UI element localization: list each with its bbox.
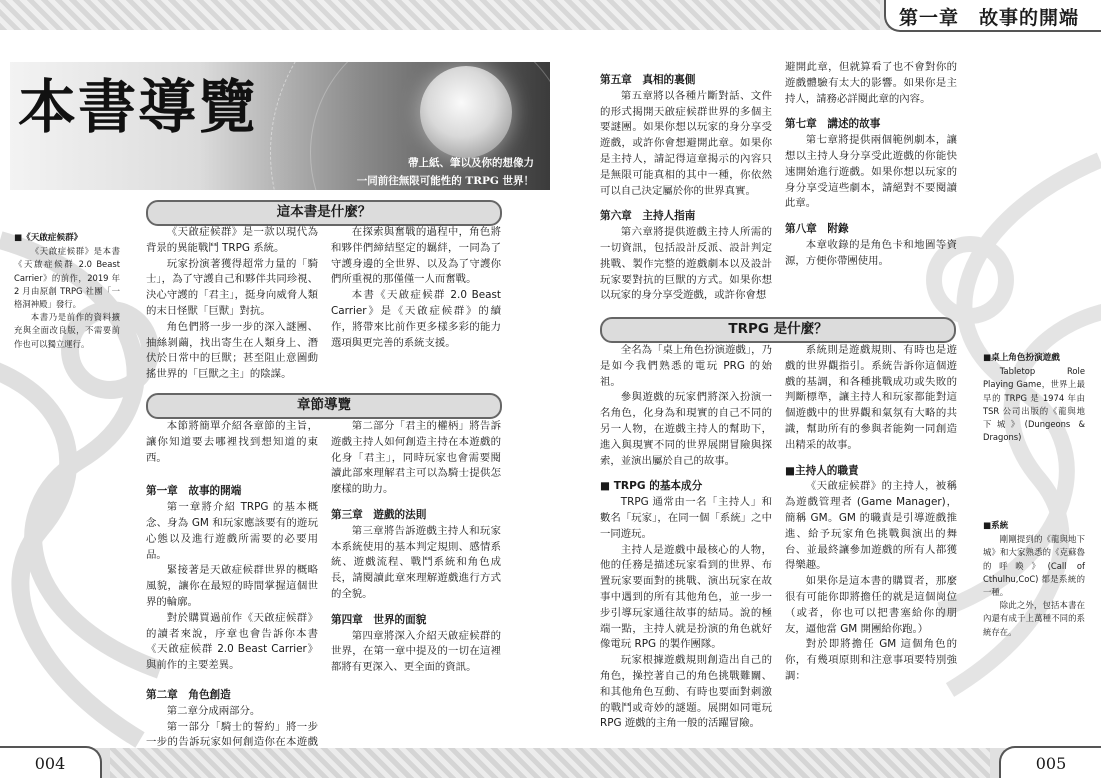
body-paragraph: 第六章將提供遊戲主持人所需的一切資訊，包括設計反派、設計判定挑戰、製作完整的遊戲劇本以及設計玩家要對抗的巨獸的方式。如果你想以玩家的身分享受遊戲，或許你會想: [600, 226, 772, 302]
body-paragraph: 系統則是遊戲規則、有時也是遊戲的世界觀指引。系統告訴你這個遊戲的基調，和各種挑戰成功或失敗的判斷標準，讓主持人和玩家都能對這個遊戲中的世界觀和氣氛有大略的共識，幫助所有的參與者能夠一同創造出精采的故事。: [785, 344, 957, 451]
chapter-heading: 第三章 遊戲的法則: [331, 508, 427, 521]
chapter-tab: [884, 0, 1101, 32]
subsection-heading: ■ TRPG 的基本成分: [600, 480, 703, 493]
body-paragraph: 本書《天啟症候群 2.0 Beast Carrier》是《天啟症候群》的續作，將帶來比前作更多樣多彩的能力選項與更完善的系統支援。: [331, 289, 501, 349]
chapter-heading: 第二章 角色創造: [146, 688, 231, 701]
body-paragraph: 全名為「桌上角色扮演遊戲」，乃是如今我們熟悉的電玩 PRG 的始祖。: [600, 344, 772, 388]
sidebar-paragraph: 《天啟症候群》是本書《天啟症候群 2.0 Beast Carrier》的前作，2019 年 2 月由原創 TRPG 社團「一格洞神殿」發行。: [14, 246, 120, 310]
body-paragraph: 第一章將介紹 TRPG 的基本概念、身為 GM 和玩家應該要有的遊玩心態以及進行遊戲所需要的必要用品。: [146, 501, 318, 561]
chapter-heading: 第一章 故事的開端: [146, 485, 242, 498]
what-book-column-1: [146, 225, 318, 383]
chapter-guide-column-2: [331, 419, 501, 676]
banner-subtitle-line2: 一同前往無限可能性的 TRPG 世界！: [356, 175, 534, 187]
sidebar-paragraph: 除此之外，包括本書在內還有成千上萬種不同的系統存在。: [983, 600, 1085, 637]
what-book-column-2: [331, 225, 501, 351]
banner-subtitle-line1: 帶上紙、筆以及你的想像力: [408, 157, 534, 169]
body-paragraph: 如果你是這本書的購買者，那麼很有可能你即將擔任的就是這個崗位（或者，你也可以把書塞給你的朋友，逼他當 GM 開團給你跑。）: [785, 575, 957, 635]
chapter-heading: 第六章 主持人指南: [600, 210, 696, 223]
header-pattern: [0, 0, 880, 30]
chapter-heading: 第四章 世界的面貌: [331, 613, 427, 626]
chapter-title: 第一章 故事的開端: [898, 7, 1079, 29]
sidebar-note-left: [14, 232, 120, 351]
body-paragraph: 第七章將提供兩個範例劇本，讓想以主持人身分享受此遊戲的你能快速開始進行遊戲。如果你想以玩家的身分享受這些劇本，請絕對不要閱讀此章。: [785, 134, 957, 210]
section-heading-what-trpg: TRPG 是什麼？: [600, 317, 956, 343]
body-paragraph: 玩家根據遊戲規則創造出自己的角色，操控著自己的角色挑戰難關、和其他角色互動、有時也要面對刺激的戰鬥或奇妙的謎題。展開如同電玩 RPG 遊戲的主角一般的活躍冒險。: [600, 654, 772, 730]
body-paragraph: 本節將簡單介紹各章節的主旨，讓你知道要去哪裡找到想知道的東西。: [146, 420, 318, 464]
body-paragraph: 避開此章，但就算看了也不會對你的遊戲體驗有太大的影響。如果你是主持人，請務必詳閱此章的內容。: [785, 61, 957, 105]
body-paragraph: 緊接著是天啟症候群世界的概略風貌，讓你在最短的時間掌握這個世界的輪廓。: [146, 564, 318, 608]
body-paragraph: 第二章分成兩部分。: [166, 704, 261, 717]
body-paragraph: 主持人是遊戲中最核心的人物，他的任務是描述玩家看到的世界、布置玩家要面對的挑戰、演出玩家在故事中遇到的所有其他角色，並一步一步引導玩家通往故事的結局。說的極端一點，主持人就是扮演的角色就好像電玩 RPG 的製作團隊。: [600, 543, 772, 651]
body-paragraph: 參與遊戲的玩家們將深入扮演一名角色，化身為和現實的自己不同的另一人物，在遊戲主持人的幫助下，進入與現實不同的世界展開冒險與探索，並演出屬於自己的故事。: [600, 391, 772, 467]
chapter-heading: 第五章 真相的裏側: [600, 74, 696, 86]
sidebar-note-right-1: [983, 352, 1085, 444]
what-trpg-column-1: [600, 343, 772, 732]
body-paragraph: 《天啟症候群》的主持人，被稱為遊戲管理者 (Game Manager)，簡稱 GM。GM 的職責是引導遊戲推進、給予玩家角色挑戰與演出的舞台、並最終讓參加遊戲的所有人都獲得樂趣。: [785, 480, 957, 572]
chapter-heading: 第七章 講述的故事: [785, 118, 881, 131]
footer-pattern: [110, 748, 990, 778]
sidebar-note-right-2: [983, 520, 1085, 639]
subsection-heading: ■主持人的職責: [785, 464, 859, 477]
section-heading-what-book: 這本書是什麼？: [146, 200, 502, 226]
top-header-bar: [0, 0, 1101, 30]
chapter-heading: 第八章 附錄: [785, 223, 849, 236]
right-top-column-1: [600, 73, 772, 304]
page-number-right: 005: [999, 746, 1101, 778]
body-paragraph: 第二部分「君主的權柄」將告訴遊戲主持人如何創造主持在本遊戲的化身「君主」，同時玩家也會需要閱讀此部來理解君主可以為騎士提供怎麼樣的助力。: [331, 420, 501, 496]
what-trpg-column-2: [785, 343, 957, 685]
body-paragraph: 本章收錄的是角色卡和地圖等資源，方便你帶團使用。: [785, 238, 957, 267]
body-paragraph: 對於購買過前作《天啟症候群》的讀者來說，序章也會告訴你本書《天啟症候群 2.0 Beast Carrier》與前作的主要差異。: [146, 611, 318, 672]
body-paragraph: 第五章將以各種片斷對話、文件的形式揭開天啟症候群世界的多個主要謎團。如果你想以玩家的身分享受遊戲，或許你會想避開此章。如果你是主持人，請記得這章揭示的內容只是無限可能真相的其中一種，你依然可以自己決定屬於你的世界真實。: [600, 89, 772, 197]
body-paragraph: 《天啟症候群》是一款以現代為背景的異能戰鬥 TRPG 系統。: [146, 226, 318, 254]
bottom-footer-bar: [0, 748, 1101, 778]
body-paragraph: 第三章將告訴遊戲主持人和玩家本系統使用的基本判定規則、感情系統、遊戲流程、戰鬥系統和角色成長，請閱讀此章來理解遊戲進行方式的全貌。: [331, 524, 501, 600]
body-paragraph: 對於即將擔任 GM 這個角色的你，有幾項原則和注意事項要特別強調：: [785, 638, 957, 682]
body-paragraph: TRPG 通常由一名「主持人」和數名「玩家」，在同一個「系統」之中一同遊玩。: [600, 496, 772, 540]
sidebar-title: ■《天啟症候群》: [14, 233, 83, 243]
body-paragraph: 玩家扮演著獲得超常力量的「騎士」，為了守護自己和夥伴共同珍視、決心守護的「君主」，挺身向威脅人類的末日怪獸「巨獸」對抗。: [146, 257, 318, 317]
book-title: 本書導覽: [18, 73, 259, 141]
sidebar-paragraph: Tabletop Role Playing Game，世界上最早的 TRPG 是 1974 年由 TSR 公司出版的《龍與地下城》(Dungeons & Dragons): [983, 366, 1085, 443]
right-top-column-2: [785, 60, 957, 270]
page-number-left: 004: [0, 746, 102, 778]
body-paragraph: 第一部分「騎士的誓約」將一步一步的告訴玩家如何創造你在本遊戲: [146, 720, 318, 749]
sidebar-title: ■系統: [983, 521, 1009, 531]
sidebar-paragraph: 剛剛提到的《龍與地下城》和大家熟悉的《克蘇魯的呼喚》(Call of Cthulhu,CoC) 都是系統的一種。: [983, 534, 1085, 598]
banner-subtitle: [357, 154, 534, 190]
section-heading-chapter-guide: 章節導覽: [146, 393, 502, 419]
body-paragraph: 角色們將一步一步的深入謎團、抽絲剝繭，找出寄生在人類身上、潛伏於日常中的巨獸；甚至阻止意圖動搖世界的「巨獸之主」的陰謀。: [146, 320, 318, 381]
body-paragraph: 第四章將深入介紹天啟症候群的世界，在第一章中提及的一切在這裡都將有更深入、更全面的資訊。: [331, 629, 501, 674]
moon-illustration: [420, 66, 512, 158]
chapter-guide-column-1: [146, 419, 318, 783]
sidebar-title: ■桌上角色扮演遊戲: [983, 353, 1060, 363]
sidebar-paragraph: 本書乃是前作的資料擴充與全面改良版，不需要前作也可以獨立運行。: [14, 312, 120, 349]
body-paragraph: 在探索與奮戰的過程中，角色將和夥伴們締結堅定的羈絆，一同為了守護身邊的全世界、以及為了守護你們所重視的那僅僅一人而奮戰。: [331, 226, 501, 286]
